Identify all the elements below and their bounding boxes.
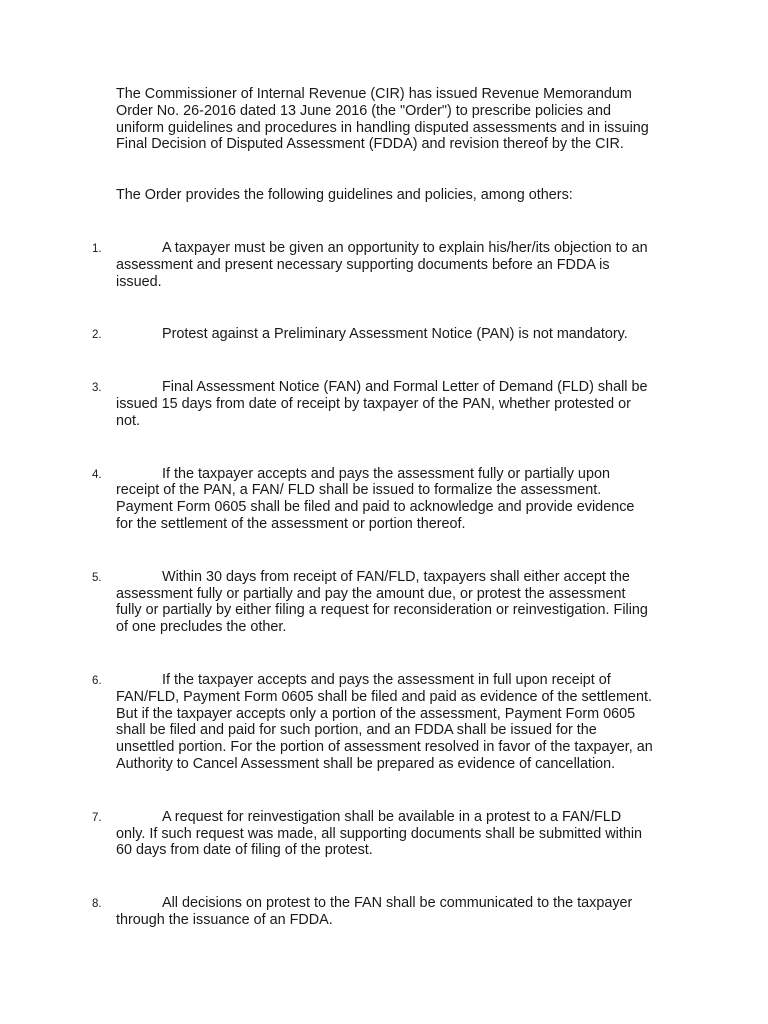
list-item-number: 2. — [92, 329, 102, 342]
intro-paragraph: The Commissioner of Internal Revenue (CIR) has issued Revenue Memorandum Order No. 26-2016 dated 13 June 2016 (the "Order") to prescribe policies and uniform guidelines and procedures in handling disputed assessments and in issuing Final Decision of Disputed Assessment (FDDA) and revision thereof by the CIR. — [116, 86, 649, 153]
list-item-text: Final Assessment Notice (FAN) and Formal Letter of Demand (FLD) shall be issued 15 days from date of receipt by taxpayer of the PAN, whether protested or not. — [116, 379, 648, 429]
list-item-text: Protest against a Preliminary Assessment Notice (PAN) is not mandatory. — [162, 326, 628, 343]
lead-paragraph: The Order provides the following guidelines and policies, among others: — [116, 187, 573, 204]
list-item — [92, 326, 654, 343]
list-item-text: A request for reinvestigation shall be available in a protest to a FAN/FLD only. If such request was made, all supporting documents shall be submitted within 60 days from date of filing of the protest. — [116, 808, 643, 859]
guidelines-list — [92, 239, 654, 929]
list-item-text: All decisions on protest to the FAN shall be communicated to the taxpayer through the issuance of an FDDA. — [116, 895, 633, 928]
list-item-number: 4. — [92, 468, 102, 481]
list-item-number: 3. — [92, 382, 102, 395]
list-item-text: Within 30 days from receipt of FAN/FLD, taxpayers shall either accept the assessment fully or partially and pay the amount due, or protest the assessment fully or partially by either filing a request for reconsideration or reinvestigation. Filing of one precludes the other. — [116, 568, 648, 636]
list-item — [92, 379, 654, 429]
list-item-number: 1. — [92, 242, 102, 255]
list-item — [92, 808, 654, 859]
list-item — [92, 568, 654, 636]
document-page — [92, 86, 654, 965]
list-item — [92, 671, 654, 773]
list-item-text: If the taxpayer accepts and pays the assessment in full upon receipt of FAN/FLD, Payment Form 0605 shall be filed and paid as evidence of the settlement. But if the taxpayer accepts only a portion of the assessment, Payment Form 0605 shall be filed and paid for such portion, and an FDDA shall be issued for the unsettled portion. For the portion of assessment resolved in favor of the taxpayer, an Authority to Cancel Assessment shall be prepared as evidence of cancellation. — [116, 671, 653, 772]
list-item — [92, 239, 654, 290]
list-item-text: If the taxpayer accepts and pays the assessment fully or partially upon receipt of the PAN, a FAN/ FLD shall be issued to formalize the assessment. Payment Form 0605 shall be filed and paid to acknowledge and provide evidence for the settlement of the assessment or portion thereof. — [116, 465, 635, 532]
list-item — [92, 465, 654, 533]
list-item-number: 6. — [92, 674, 102, 687]
list-item-text: A taxpayer must be given an opportunity to explain his/her/its objection to an assessment and present necessary supporting documents before an FDDA is issued. — [116, 239, 648, 290]
list-item-number: 5. — [92, 571, 102, 584]
list-item-number: 7. — [92, 811, 102, 824]
list-item — [92, 895, 654, 929]
list-item-number: 8. — [92, 898, 102, 911]
